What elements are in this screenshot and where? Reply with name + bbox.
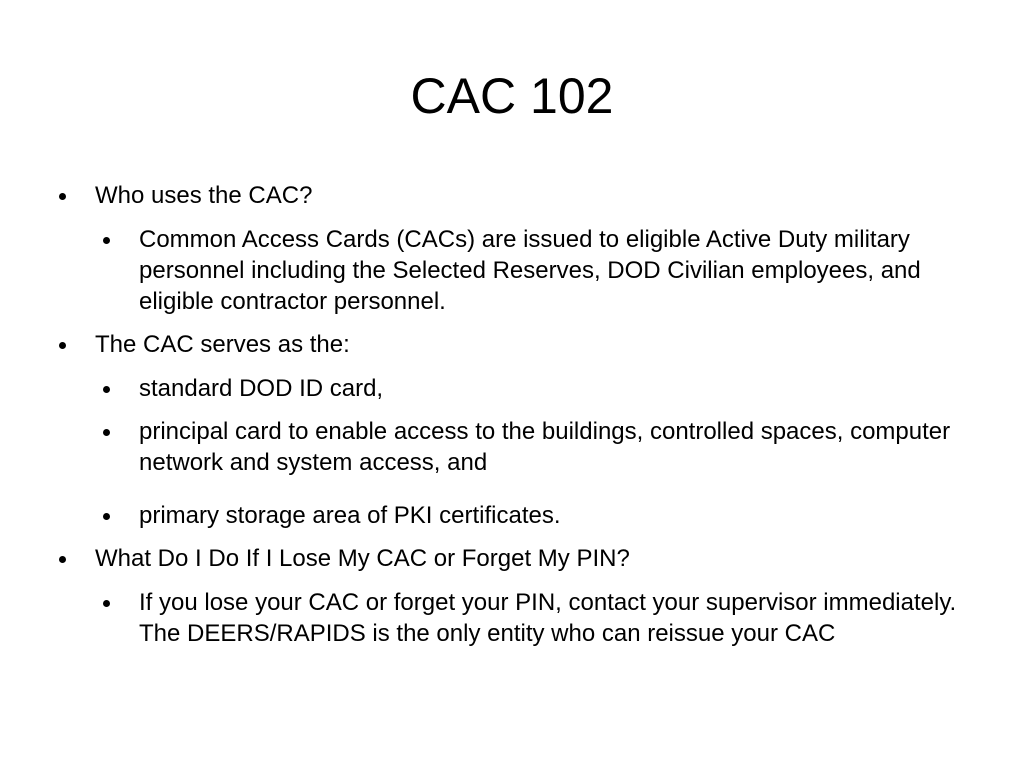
bullet-serves-as <box>56 329 976 361</box>
sub-bullet-pki <box>100 500 976 531</box>
slide-content <box>56 180 976 661</box>
bullet-text: The CAC serves as the: <box>95 331 350 358</box>
slide-title: CAC 102 <box>410 68 614 124</box>
bullet-dot <box>103 237 110 244</box>
sub-bullet-contact-supervisor <box>100 587 976 649</box>
bullet-text: Who uses the CAC? <box>95 182 313 209</box>
bullet-dot <box>103 386 110 393</box>
bullet-lose-cac <box>56 543 976 575</box>
sub-bullet-issued-to <box>100 224 976 317</box>
bullet-dot <box>59 342 66 349</box>
bullet-dot <box>103 600 110 607</box>
bullet-text: What Do I Do If I Lose My CAC or Forget My PIN? <box>95 545 630 572</box>
bullet-dot <box>103 513 110 520</box>
sub-bullet-text: If you lose your CAC or forget your PIN, contact your supervisor immediately. The DEERS/RAPIDS is the only entity who can reissue your CAC <box>139 589 957 647</box>
sub-bullet-id-card <box>100 373 976 404</box>
sub-bullet-text: principal card to enable access to the buildings, controlled spaces, computer network and system access, and <box>139 418 951 476</box>
sub-bullet-text: Common Access Cards (CACs) are issued to eligible Active Duty military personnel including the Selected Reserves, DOD Civilian employees, and eligible contractor personnel. <box>139 226 921 315</box>
sub-bullet-text: primary storage area of PKI certificates. <box>139 502 561 529</box>
bullet-dot <box>59 556 66 563</box>
sub-bullet-access <box>100 416 976 478</box>
bullet-dot <box>59 193 66 200</box>
bullet-who-uses <box>56 180 976 212</box>
sub-bullet-text: standard DOD ID card, <box>139 375 384 402</box>
bullet-dot <box>103 429 110 436</box>
